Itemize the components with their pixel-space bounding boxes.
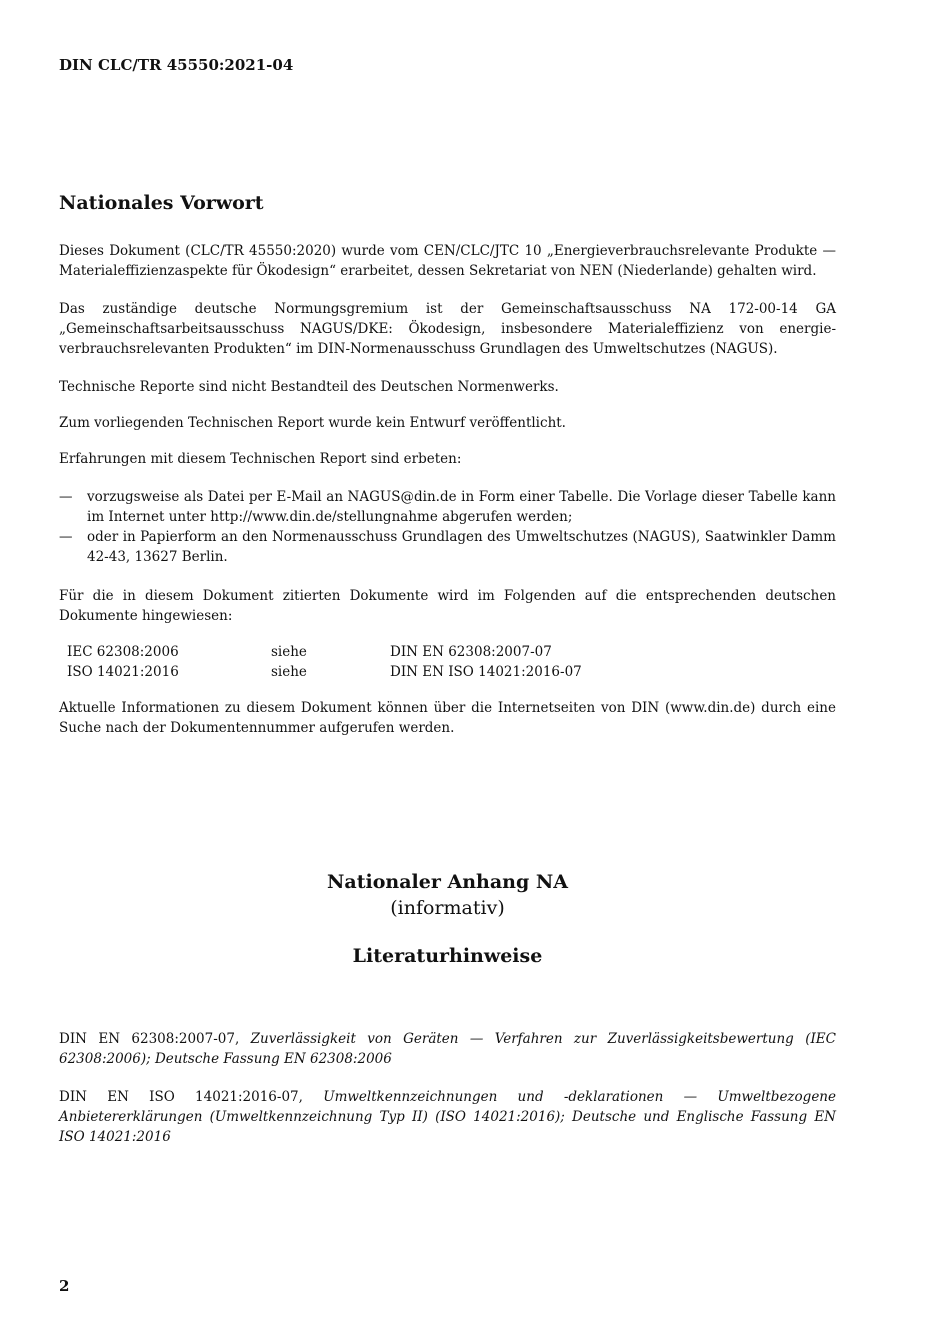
annex-subtitle: (informativ) [390,897,505,919]
national-annex-heading [59,869,836,969]
dash-bullet: — [59,529,73,545]
foreword-paragraph: Das zuständige deutsche Normungsgremium ist der Gemeinschaftsausschuss NA 172-00-14 GA „Gemeinschaftsarbeitsausschuss NAGUS/DKE: Ökodesign, insbesondere Materialeffizienz von energieverbrauchsrelevanten Produkten“ im DIN-Normenausschuss Grundlagen des Umweltschutzes (NAGUS). [59,301,836,357]
bibliography [59,1029,836,1165]
bibliography-entry [59,1087,836,1147]
foreword-paragraph: Technische Reporte sind nicht Bestandteil des Deutschen Normenwerks. [59,379,559,395]
feedback-options-list [59,487,836,567]
list-item [59,527,836,567]
annex-title: Nationaler Anhang NA [327,871,568,893]
document-id-header: DIN CLC/TR 45550:2021-04 [59,56,294,74]
foreword-paragraph: Zum vorliegenden Technischen Report wurde kein Entwurf veröffentlicht. [59,415,566,431]
bibliography-title: Umweltkennzeichnungen und -deklarationen — Umweltbezogene Anbietererklärungen (Umweltkennzeichnung Typ II) (ISO 14021:2016); Deutsche und Englische Fassung EN ISO 14021:2016 [59,1089,836,1145]
reference-target: DIN EN 62308:2007-07 [390,644,552,660]
closing-paragraph: Aktuelle Informationen zu diesem Dokument können über die Internetseiten von DIN (www.din.de) durch eine Suche nach der Dokumentennummer aufgerufen werden. [59,700,836,736]
page-number: 2 [59,1277,70,1295]
reference-source: ISO 14021:2016 [67,664,179,680]
bibliography-entry [59,1029,836,1069]
bibliography-title: Zuverlässigkeit von Geräten — Verfahren zur Zuverlässigkeitsbewertung (IEC 62308:2006); Deutsche Fassung EN 62308:2006 [59,1031,836,1067]
bibliography-id: DIN EN 62308:2007-07, [59,1031,251,1047]
list-item-text: oder in Papierform an den Normenausschuss Grundlagen des Umweltschutzes (NAGUS), Saatwinkler Damm 42-43, 13627 Berlin. [87,529,836,565]
foreword-paragraph: Dieses Dokument (CLC/TR 45550:2020) wurde vom CEN/CLC/JTC 10 „Energieverbrauchsrelevante Produkte — Materialeffizienzaspekte für Ökodesign“ erarbeitet, dessen Sekretariat von NEN (Niederlande) gehalten wird. [59,243,836,279]
dash-bullet: — [59,489,73,505]
list-item [59,487,836,527]
reference-intro: Für die in diesem Dokument zitierten Dokumente wird im Folgenden auf die entsprechenden deutschen Dokumente hingewiesen: [59,588,836,624]
national-foreword [59,189,836,756]
foreword-title: Nationales Vorwort [59,192,264,214]
foreword-paragraph: Erfahrungen mit diesem Technischen Report sind erbeten: [59,451,462,467]
bibliography-id: DIN EN ISO 14021:2016-07, [59,1089,324,1105]
reference-source: IEC 62308:2006 [67,644,179,660]
literature-title: Literaturhinweise [352,945,543,967]
table-row [67,662,582,682]
list-item-text: vorzugsweise als Datei per E-Mail an NAGUS@din.de in Form einer Tabelle. Die Vorlage dieser Tabelle kann im Internet unter http://www.din.de/stellungnahme abgerufen werden; [87,489,836,525]
reference-relation: siehe [271,664,307,680]
reference-target: DIN EN ISO 14021:2016-07 [390,664,582,680]
table-row [67,642,582,662]
reference-table [67,642,582,682]
reference-relation: siehe [271,644,307,660]
